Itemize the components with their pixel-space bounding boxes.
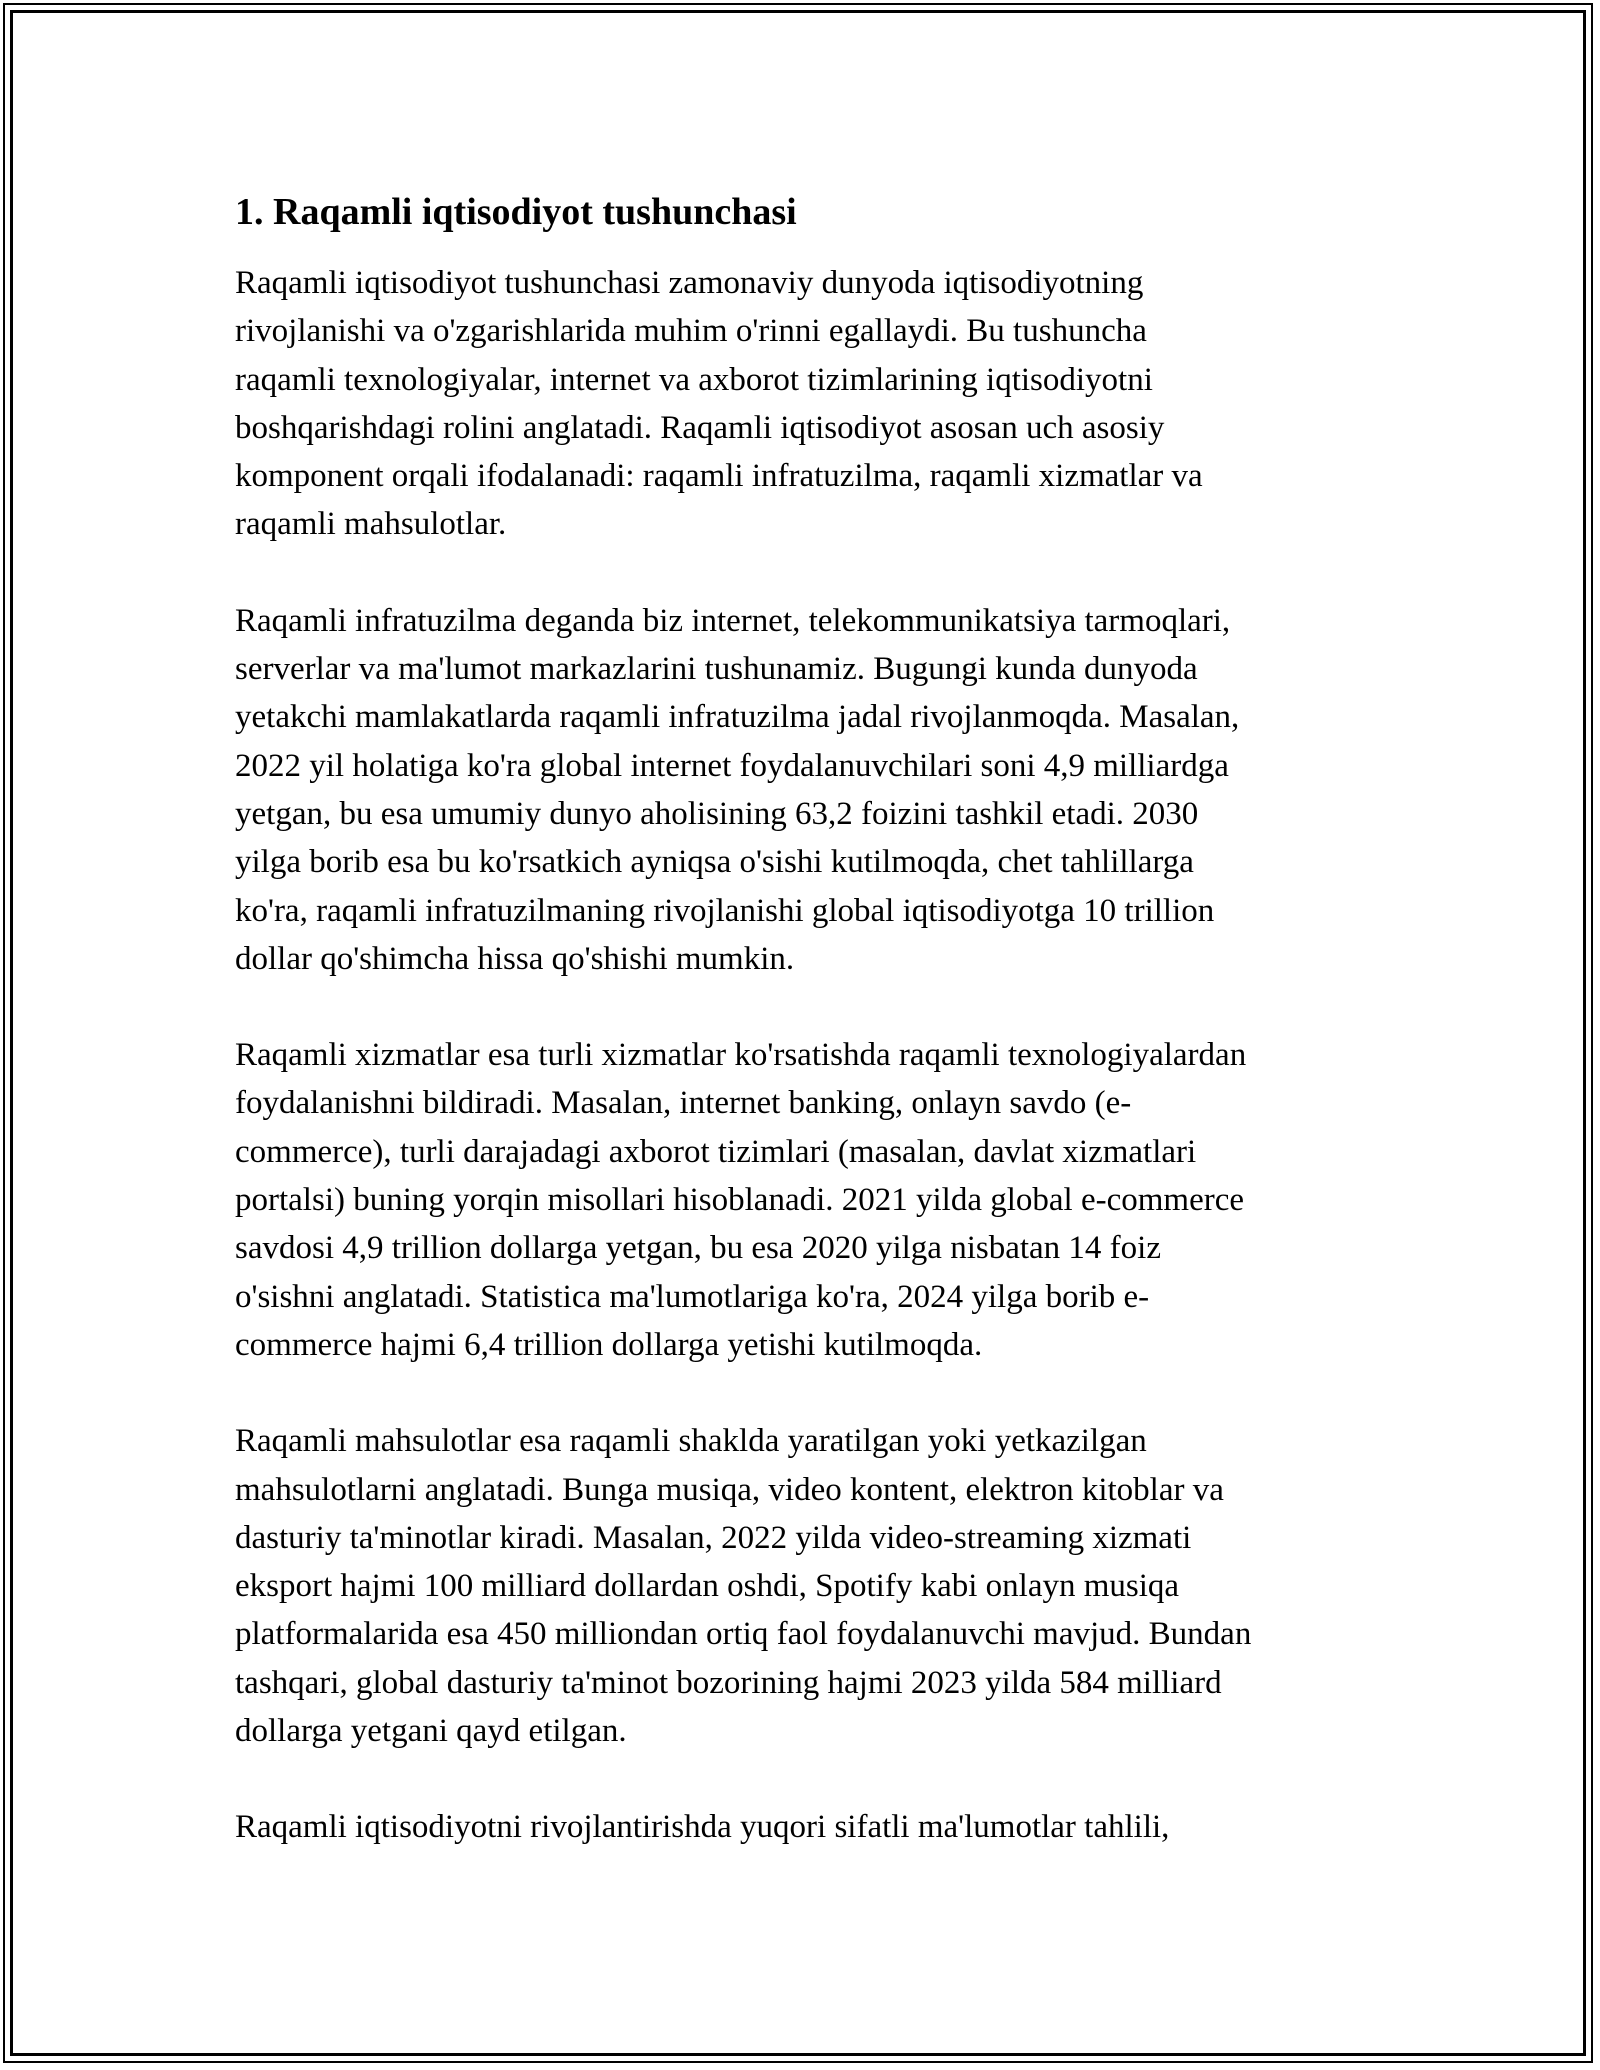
paragraph-line: commerce hajmi 6,4 trillion dollarga yetishi kutilmoqda.	[235, 1326, 983, 1363]
paragraph-line: Raqamli xizmatlar esa turli xizmatlar ko'rsatishda raqamli texnologiyalardan	[235, 1037, 1247, 1074]
paragraph-line: rivojlanishi va o'zgarishlarida muhim o'rinni egallaydi. Bu tushuncha	[235, 313, 1147, 350]
paragraph-list	[235, 259, 1375, 1852]
paragraph-line: yetgan, bu esa umumiy dunyo aholisining 63,2 foizini tashkil etadi. 2030	[235, 795, 1199, 832]
paragraph-line: dollar qo'shimcha hissa qo'shishi mumkin.	[235, 940, 795, 977]
paragraph-line: platformalarida esa 450 milliondan ortiq faol foydalanuvchi mavjud. Bundan	[235, 1616, 1252, 1653]
paragraph-line: komponent orqali ifodalanadi: raqamli infratuzilma, raqamli xizmatlar va	[235, 458, 1203, 495]
paragraph	[235, 597, 1375, 983]
paragraph	[235, 1031, 1375, 1369]
paragraph-line: foydalanishni bildiradi. Masalan, internet banking, onlayn savdo (e-	[235, 1085, 1132, 1122]
document-body	[235, 188, 1375, 1900]
paragraph-line: Raqamli iqtisodiyot tushunchasi zamonaviy dunyoda iqtisodiyotning	[235, 265, 1144, 301]
paragraph-line: serverlar va ma'lumot markazlarini tushunamiz. Bugungi kunda dunyoda	[235, 651, 1198, 688]
paragraph-line: o'sishni anglatadi. Statistica ma'lumotlariga ko'ra, 2024 yilga borib e-	[235, 1278, 1150, 1315]
paragraph-line: Raqamli iqtisodiyotni rivojlantirishda yuqori sifatli ma'lumotlar tahlili,	[235, 1809, 1170, 1846]
paragraph-line: portalsi) buning yorqin misollari hisoblanadi. 2021 yilda global e-commerce	[235, 1182, 1245, 1219]
paragraph-line: tashqari, global dasturiy ta'minot bozorining hajmi 2023 yilda 584 milliard	[235, 1664, 1222, 1701]
paragraph-line: yilga borib esa bu ko'rsatkich ayniqsa o'sishi kutilmoqda, chet tahlillarga	[235, 844, 1194, 881]
paragraph-line: Raqamli mahsulotlar esa raqamli shaklda yaratilgan yoki yetkazilgan	[235, 1423, 1147, 1460]
paragraph-line: dollarga yetgani qayd etilgan.	[235, 1713, 627, 1750]
paragraph-line: raqamli mahsulotlar.	[235, 506, 507, 543]
paragraph-line: raqamli texnologiyalar, internet va axborot tizimlarining iqtisodiyotni	[235, 361, 1153, 398]
paragraph-line: dasturiy ta'minotlar kiradi. Masalan, 2022 yilda video-streaming xizmati	[235, 1519, 1192, 1556]
paragraph-line: yetakchi mamlakatlarda raqamli infratuzilma jadal rivojlanmoqda. Masalan,	[235, 699, 1240, 736]
paragraph-line: commerce), turli darajadagi axborot tizimlari (masalan, davlat xizmatlari	[235, 1133, 1197, 1170]
paragraph-line: savdosi 4,9 trillion dollarga yetgan, bu esa 2020 yilga nisbatan 14 foiz	[235, 1230, 1161, 1267]
paragraph	[235, 1417, 1375, 1755]
paragraph-line: 2022 yil holatiga ko'ra global internet foydalanuvchilari soni 4,9 milliardga	[235, 747, 1229, 784]
paragraph	[235, 259, 1375, 549]
paragraph-line: boshqarishdagi rolini anglatadi. Raqamli iqtisodiyot asosan uch asosiy	[235, 409, 1165, 446]
paragraph-line: Raqamli infratuzilma deganda biz internet, telekommunikatsiya tarmoqlari,	[235, 602, 1231, 639]
paragraph-line: eksport hajmi 100 milliard dollardan oshdi, Spotify kabi onlayn musiqa	[235, 1568, 1180, 1605]
paragraph-line: ko'ra, raqamli infratuzilmaning rivojlanishi global iqtisodiyotga 10 trillion	[235, 892, 1215, 929]
paragraph-line: mahsulotlarni anglatadi. Bunga musiqa, video kontent, elektron kitoblar va	[235, 1471, 1224, 1508]
section-heading: 1. Raqamli iqtisodiyot tushunchasi	[235, 191, 797, 233]
paragraph	[235, 1803, 1375, 1851]
